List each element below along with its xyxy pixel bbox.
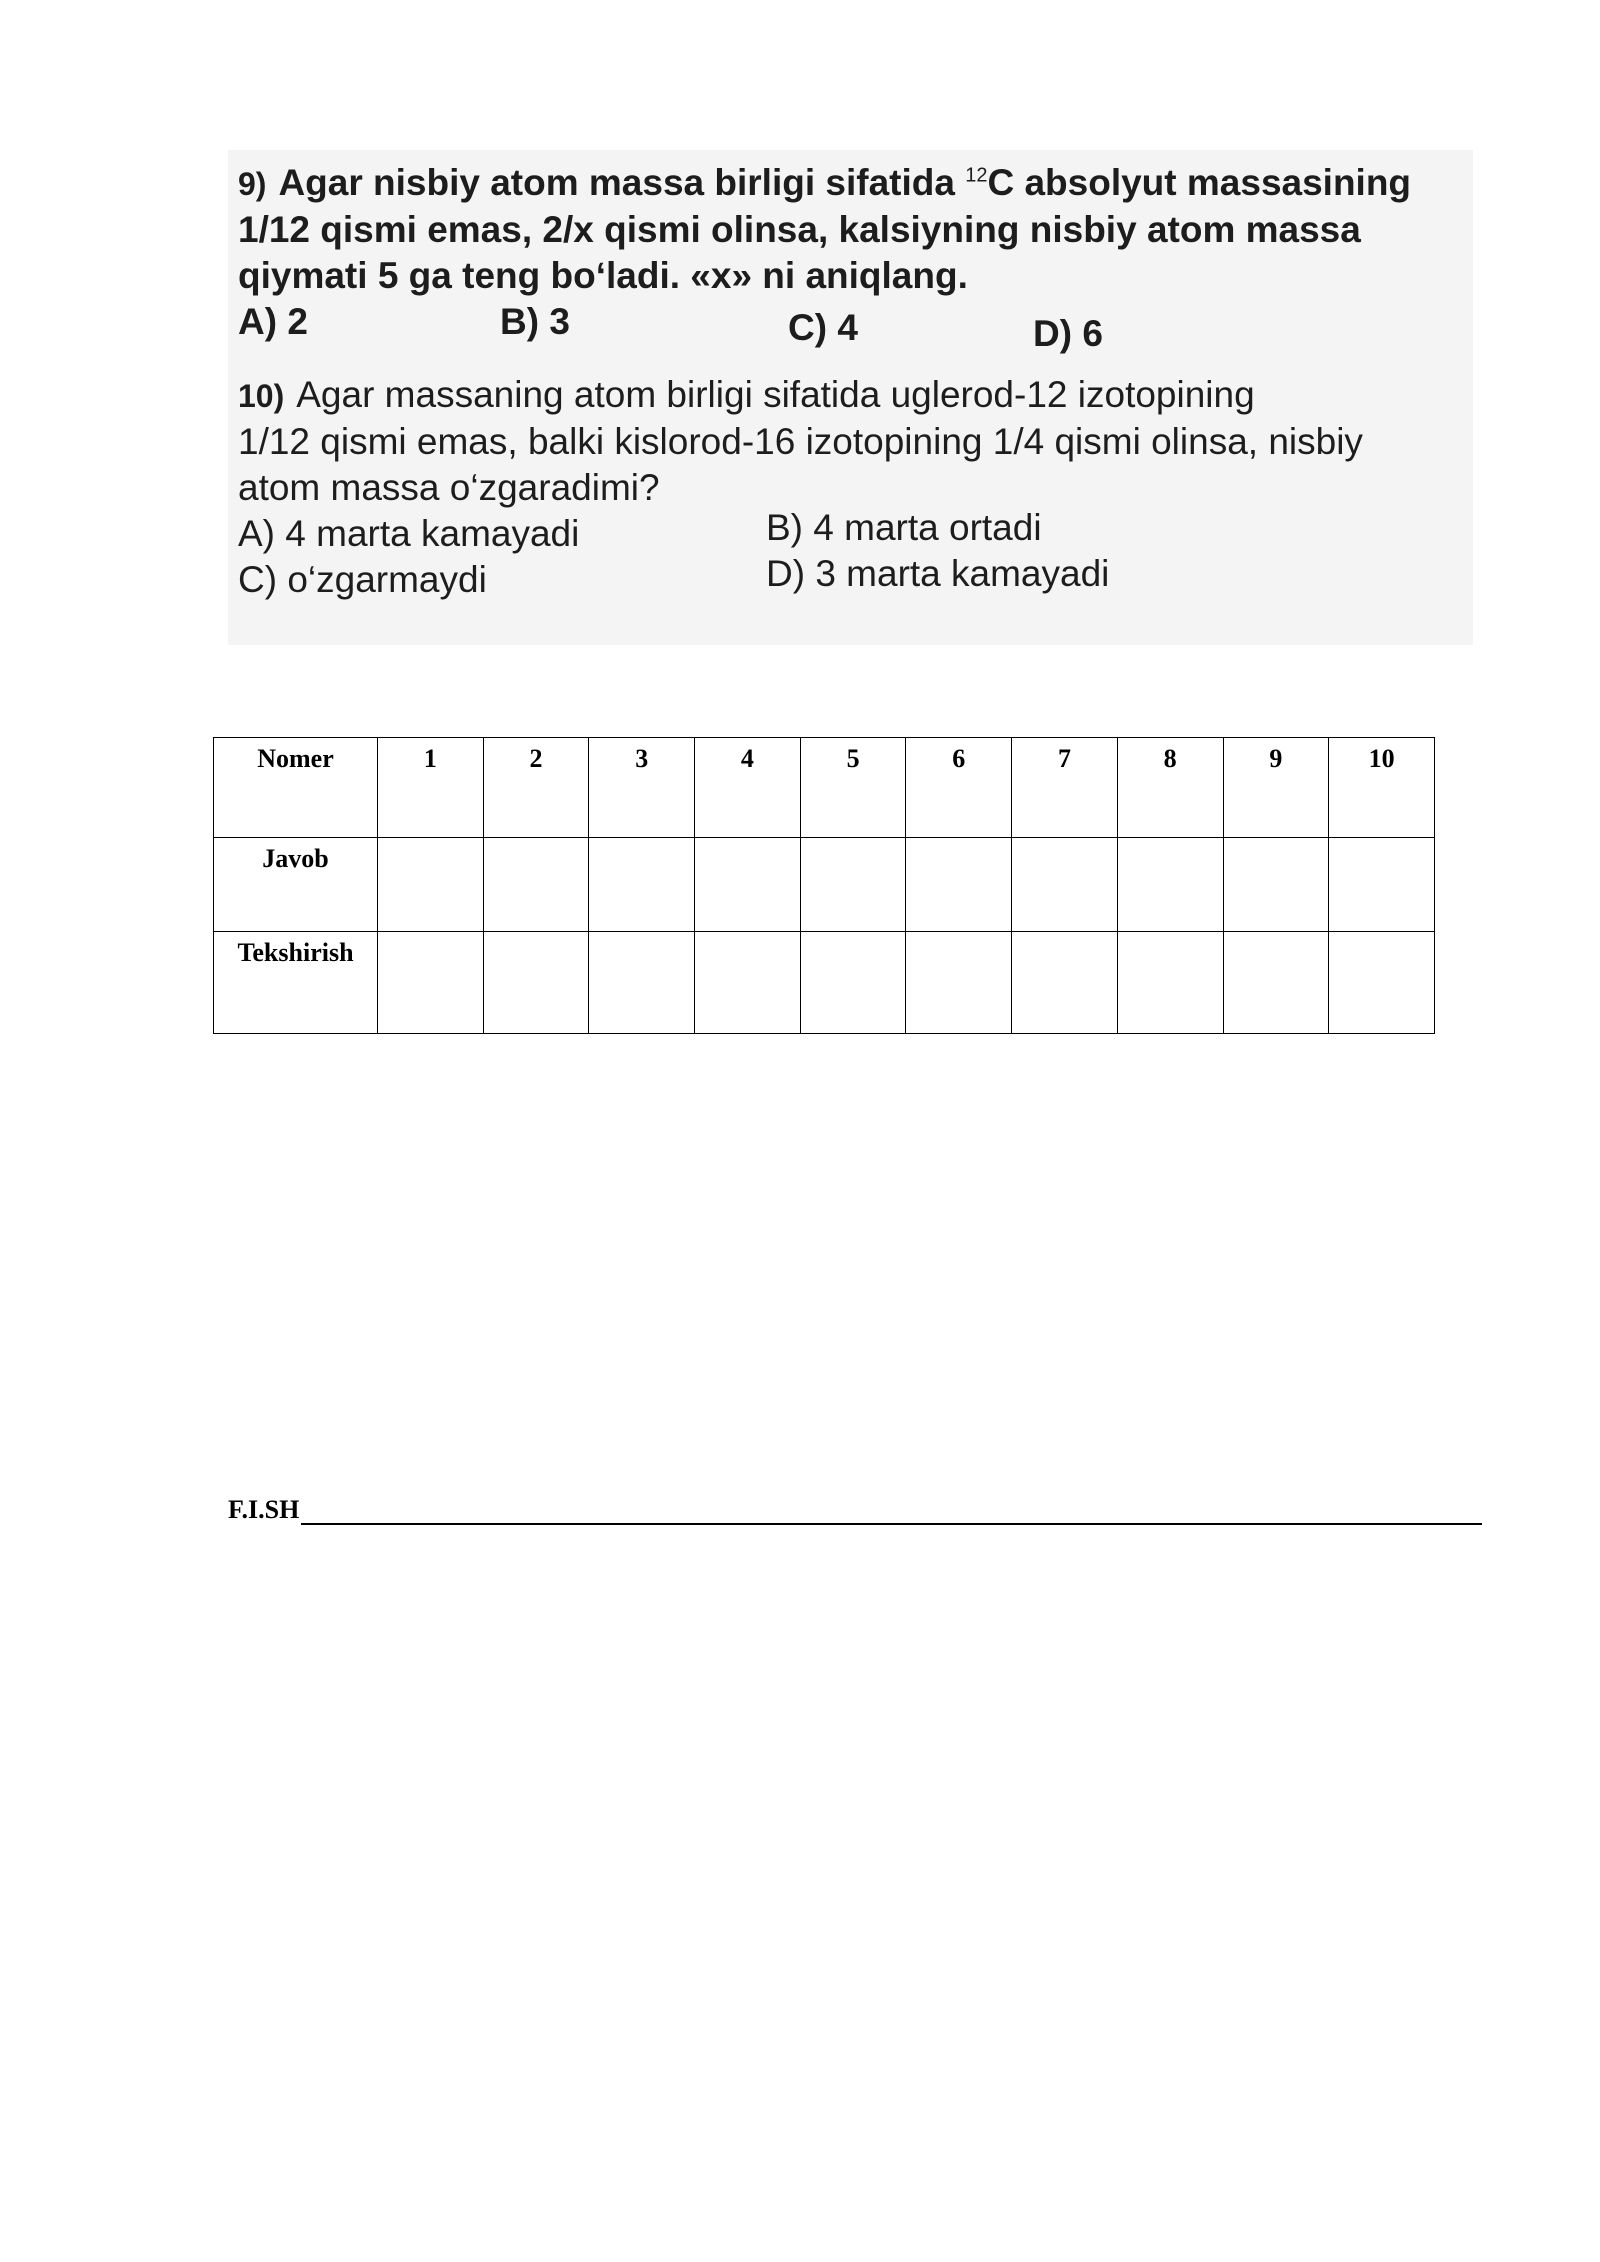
table-row-tekshirish <box>214 932 1435 1034</box>
question-number: 10) <box>238 378 285 414</box>
answer-options <box>238 553 1463 603</box>
signature-line[interactable] <box>301 1497 1482 1525</box>
answer-options <box>238 299 1463 354</box>
check-cell[interactable] <box>695 932 801 1034</box>
signature-field <box>228 1495 1482 1525</box>
question-text: Agar massaning atom birligi sifatida uglerod-12 izotopining <box>296 374 1255 415</box>
check-cell[interactable] <box>1223 932 1329 1034</box>
check-cell[interactable] <box>1329 932 1435 1034</box>
check-cell[interactable] <box>1117 932 1223 1034</box>
check-cell[interactable] <box>906 932 1012 1034</box>
answer-cell[interactable] <box>695 838 801 932</box>
question-number-cell: 6 <box>906 738 1012 838</box>
question-number-cell: 9 <box>1223 738 1329 838</box>
question-text: C absolyut massasining <box>987 162 1412 203</box>
check-cell[interactable] <box>1012 932 1118 1034</box>
answer-cell[interactable] <box>1012 838 1118 932</box>
check-cell[interactable] <box>483 932 589 1034</box>
option-a: A) 2 <box>238 301 308 342</box>
question-number-cell: 5 <box>800 738 906 838</box>
answer-cell[interactable] <box>800 838 906 932</box>
question-number-cell: 8 <box>1117 738 1223 838</box>
question-text: qiymati 5 ga teng bo‘ladi. «x» ni aniqlang. <box>238 255 968 296</box>
question-text: Agar nisbiy atom massa birligi sifatida <box>278 162 955 203</box>
header-label: Nomer <box>214 738 378 838</box>
signature-label: F.I.SH <box>228 1495 300 1524</box>
question-number-cell: 3 <box>589 738 695 838</box>
check-cell[interactable] <box>589 932 695 1034</box>
question-text: atom massa o‘zgaradimi? <box>238 467 660 508</box>
answer-table <box>213 737 1435 1034</box>
question-number-cell: 4 <box>695 738 801 838</box>
answer-cell[interactable] <box>1329 838 1435 932</box>
answer-cell[interactable] <box>378 838 484 932</box>
question-number-cell: 7 <box>1012 738 1118 838</box>
table-header-row <box>214 738 1435 838</box>
option-b: B) 4 marta ortadi <box>766 507 1042 548</box>
answer-cell[interactable] <box>483 838 589 932</box>
question-text: 1/12 qismi emas, balki kislorod-16 izotopining 1/4 qismi olinsa, nisbiy <box>238 421 1363 462</box>
question-text: 1/12 qismi emas, 2/x qismi olinsa, kalsiyning nisbiy atom massa <box>238 209 1361 250</box>
table-row-javob <box>214 838 1435 932</box>
answer-cell[interactable] <box>1117 838 1223 932</box>
option-c: C) 4 <box>788 307 858 348</box>
question-number-cell: 1 <box>378 738 484 838</box>
question-9 <box>238 160 1463 354</box>
scanned-questions-image <box>228 150 1473 645</box>
check-cell[interactable] <box>800 932 906 1034</box>
question-number-cell: 10 <box>1329 738 1435 838</box>
answer-cell[interactable] <box>589 838 695 932</box>
option-a: A) 4 marta kamayadi <box>238 513 580 554</box>
answer-cell[interactable] <box>906 838 1012 932</box>
question-10 <box>238 372 1463 603</box>
question-10-line-1 <box>238 372 1463 419</box>
check-cell[interactable] <box>378 932 484 1034</box>
row-label: Tekshirish <box>214 932 378 1034</box>
question-number: 9) <box>238 166 267 202</box>
isotope-mass-number: 12 <box>965 164 988 187</box>
option-d: D) 3 marta kamayadi <box>766 553 1110 594</box>
option-c: C) o‘zgarmaydi <box>238 559 487 600</box>
option-b: B) 3 <box>500 301 570 342</box>
row-label: Javob <box>214 838 378 932</box>
question-9-line-1 <box>238 160 1463 207</box>
answer-cell[interactable] <box>1223 838 1329 932</box>
question-number-cell: 2 <box>483 738 589 838</box>
option-d: D) 6 <box>1033 313 1103 354</box>
